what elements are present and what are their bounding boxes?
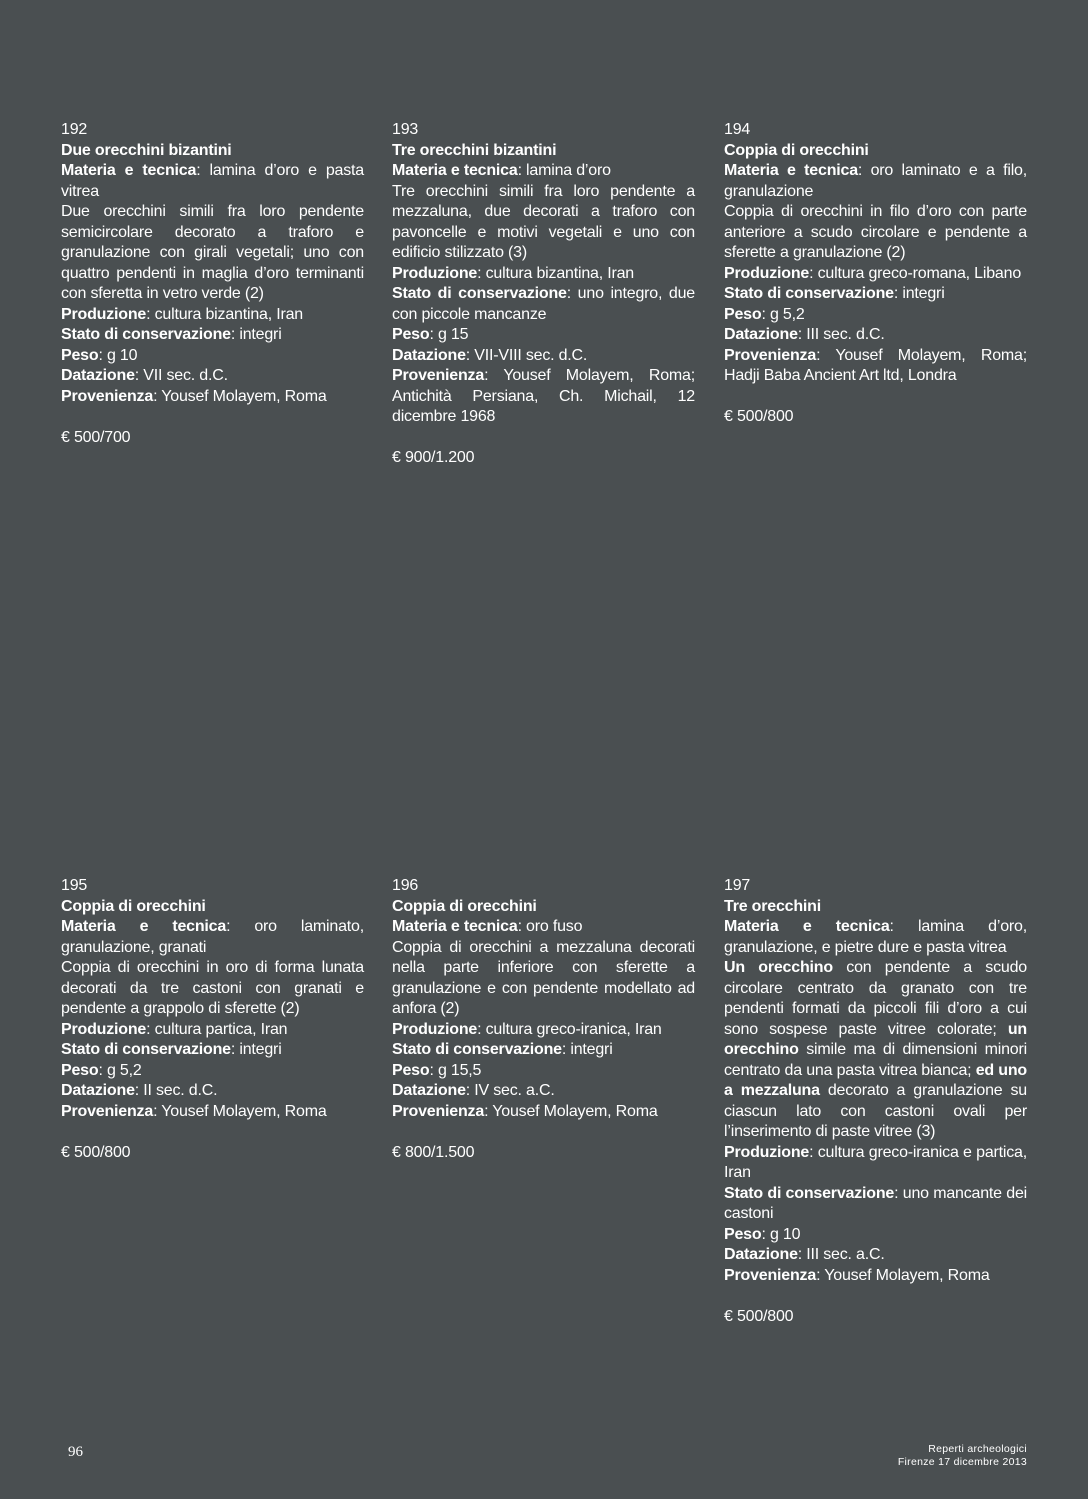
lot-materia: Materia e tecnica: oro laminato e a filo, granulazione xyxy=(724,162,1027,200)
lot-title: Coppia di orecchini xyxy=(392,897,537,915)
lot-materia: Materia e tecnica: lamina d’oro e pasta vitrea xyxy=(61,162,365,200)
lot-number: 193 xyxy=(392,121,419,138)
lot-title: Coppia di orecchini xyxy=(724,141,869,159)
lot-number: 192 xyxy=(61,121,88,138)
lot-materia: Materia e tecnica: lamina d’oro, granulazione, e pietre dure e pasta vitrea xyxy=(724,918,1027,956)
lot-produzione: Produzione: cultura bizantina, Iran xyxy=(61,305,303,323)
lot-number: 196 xyxy=(392,877,419,894)
lot-stato: Stato di conservazione: uno integro, due con piccole mancanze xyxy=(392,285,695,323)
lot-number: 195 xyxy=(61,877,88,894)
lot-193 xyxy=(392,120,695,469)
lot-195 xyxy=(61,876,364,1163)
lot-peso: Peso: g 15,5 xyxy=(392,1061,482,1079)
lot-197 xyxy=(724,876,1027,1327)
lot-price: € 800/1.500 xyxy=(392,1143,475,1161)
lot-number: 194 xyxy=(724,121,751,138)
lot-peso: Peso: g 10 xyxy=(61,346,138,364)
lot-datazione: Datazione: II sec. d.C. xyxy=(61,1082,218,1099)
lot-stato: Stato di conservazione: integri xyxy=(724,285,945,302)
lot-datazione: Datazione: III sec. a.C. xyxy=(724,1246,885,1263)
lot-provenienza: Provenienza: Yousef Molayem, Roma xyxy=(392,1102,658,1120)
lot-title: Due orecchini bizantini xyxy=(61,141,232,159)
lot-title: Tre orecchini bizantini xyxy=(392,141,557,159)
lot-provenienza: Provenienza: Yousef Molayem, Roma; Antichità Persiana, Ch. Michail, 12 dicembre 1968 xyxy=(392,367,695,425)
lot-196 xyxy=(392,876,695,1163)
lot-datazione: Datazione: IV sec. a.C. xyxy=(392,1082,555,1099)
lot-materia: Materia e tecnica: lamina d’oro xyxy=(392,162,611,179)
lot-description: Un orecchino con pendente a scudo circolare centrato da granato con tre pendenti formati da piccoli fili d’oro a cui sono sospese paste vitree colorate; un orecchino simile ma di dimensioni minori centrato da una pasta vitrea bianca; ed uno a mezzaluna decorato a granulazione su ciascun lato con castoni ovali per l’inserimento di paste vitree (3) xyxy=(724,959,1028,1140)
lot-stato: Stato di conservazione: integri xyxy=(61,326,282,343)
lot-description: Coppia di orecchini in filo d’oro con parte anteriore a scudo circolare e pendente a sferette a granulazione (2) xyxy=(724,203,1027,261)
lot-provenienza: Provenienza: Yousef Molayem, Roma; Hadji Baba Ancient Art ltd, Londra xyxy=(724,346,1027,384)
lot-produzione: Produzione: cultura greco-romana, Libano xyxy=(724,264,1022,282)
lot-description: Tre orecchini simili fra loro pendente a mezzaluna, due decorati a traforo con pavoncelle e motivi vegetali e uno con edificio stilizzato (3) xyxy=(392,182,695,261)
lot-peso: Peso: g 5,2 xyxy=(724,305,805,323)
lot-description: Coppia di orecchini in oro di forma lunata decorati da tre castoni con granati e pendente a grappolo di sferette (2) xyxy=(61,959,364,1017)
lot-price: € 500/800 xyxy=(724,1307,794,1325)
lot-description: Coppia di orecchini a mezzaluna decorati nella parte inferiore con sferette a granulazione e con pendente modellato ad anfora (2) xyxy=(392,938,695,1017)
lot-title: Tre orecchini xyxy=(724,897,821,915)
lot-datazione: Datazione: VII sec. d.C. xyxy=(61,367,228,384)
lot-provenienza: Provenienza: Yousef Molayem, Roma xyxy=(61,387,327,405)
footer-catalog-title: Reperti archeologici xyxy=(928,1443,1027,1455)
lot-datazione: Datazione: VII-VIII sec. d.C. xyxy=(392,346,588,364)
lot-produzione: Produzione: cultura greco-iranica e partica, Iran xyxy=(724,1143,1027,1181)
lot-stato: Stato di conservazione: integri xyxy=(392,1041,613,1058)
footer-auction-date: Firenze 17 dicembre 2013 xyxy=(897,1456,1027,1468)
lot-provenienza: Provenienza: Yousef Molayem, Roma xyxy=(61,1102,327,1120)
running-footer xyxy=(898,1443,1027,1469)
lot-192 xyxy=(61,120,364,448)
lot-price: € 900/1.200 xyxy=(392,449,475,466)
lot-produzione: Produzione: cultura greco-iranica, Iran xyxy=(392,1020,662,1038)
lot-price: € 500/800 xyxy=(61,1143,131,1161)
lot-title: Coppia di orecchini xyxy=(61,897,206,915)
lot-description: Due orecchini simili fra loro pendente semicircolare decorato a traforo e granulazione con girali vegetali; uno con quattro pendenti in maglia d’oro terminanti con sferetta in vetro verde (2) xyxy=(61,203,364,302)
lot-provenienza: Provenienza: Yousef Molayem, Roma xyxy=(724,1266,990,1284)
lot-materia: Materia e tecnica: oro laminato, granulazione, granati xyxy=(61,918,364,956)
page-number: 96 xyxy=(68,1444,83,1460)
lot-peso: Peso: g 10 xyxy=(724,1225,801,1243)
lot-materia: Materia e tecnica: oro fuso xyxy=(392,918,583,935)
lot-price: € 500/800 xyxy=(724,408,794,425)
lot-datazione: Datazione: III sec. d.C. xyxy=(724,326,885,343)
lot-stato: Stato di conservazione: integri xyxy=(61,1041,282,1058)
lot-price: € 500/700 xyxy=(61,428,131,446)
lot-produzione: Produzione: cultura partica, Iran xyxy=(61,1020,288,1038)
lot-peso: Peso: g 15 xyxy=(392,326,469,343)
lot-peso: Peso: g 5,2 xyxy=(61,1061,142,1079)
lot-stato: Stato di conservazione: uno mancante dei castoni xyxy=(724,1184,1027,1222)
lot-number: 197 xyxy=(724,877,751,894)
lot-194 xyxy=(724,120,1027,428)
lot-produzione: Produzione: cultura bizantina, Iran xyxy=(392,264,634,282)
